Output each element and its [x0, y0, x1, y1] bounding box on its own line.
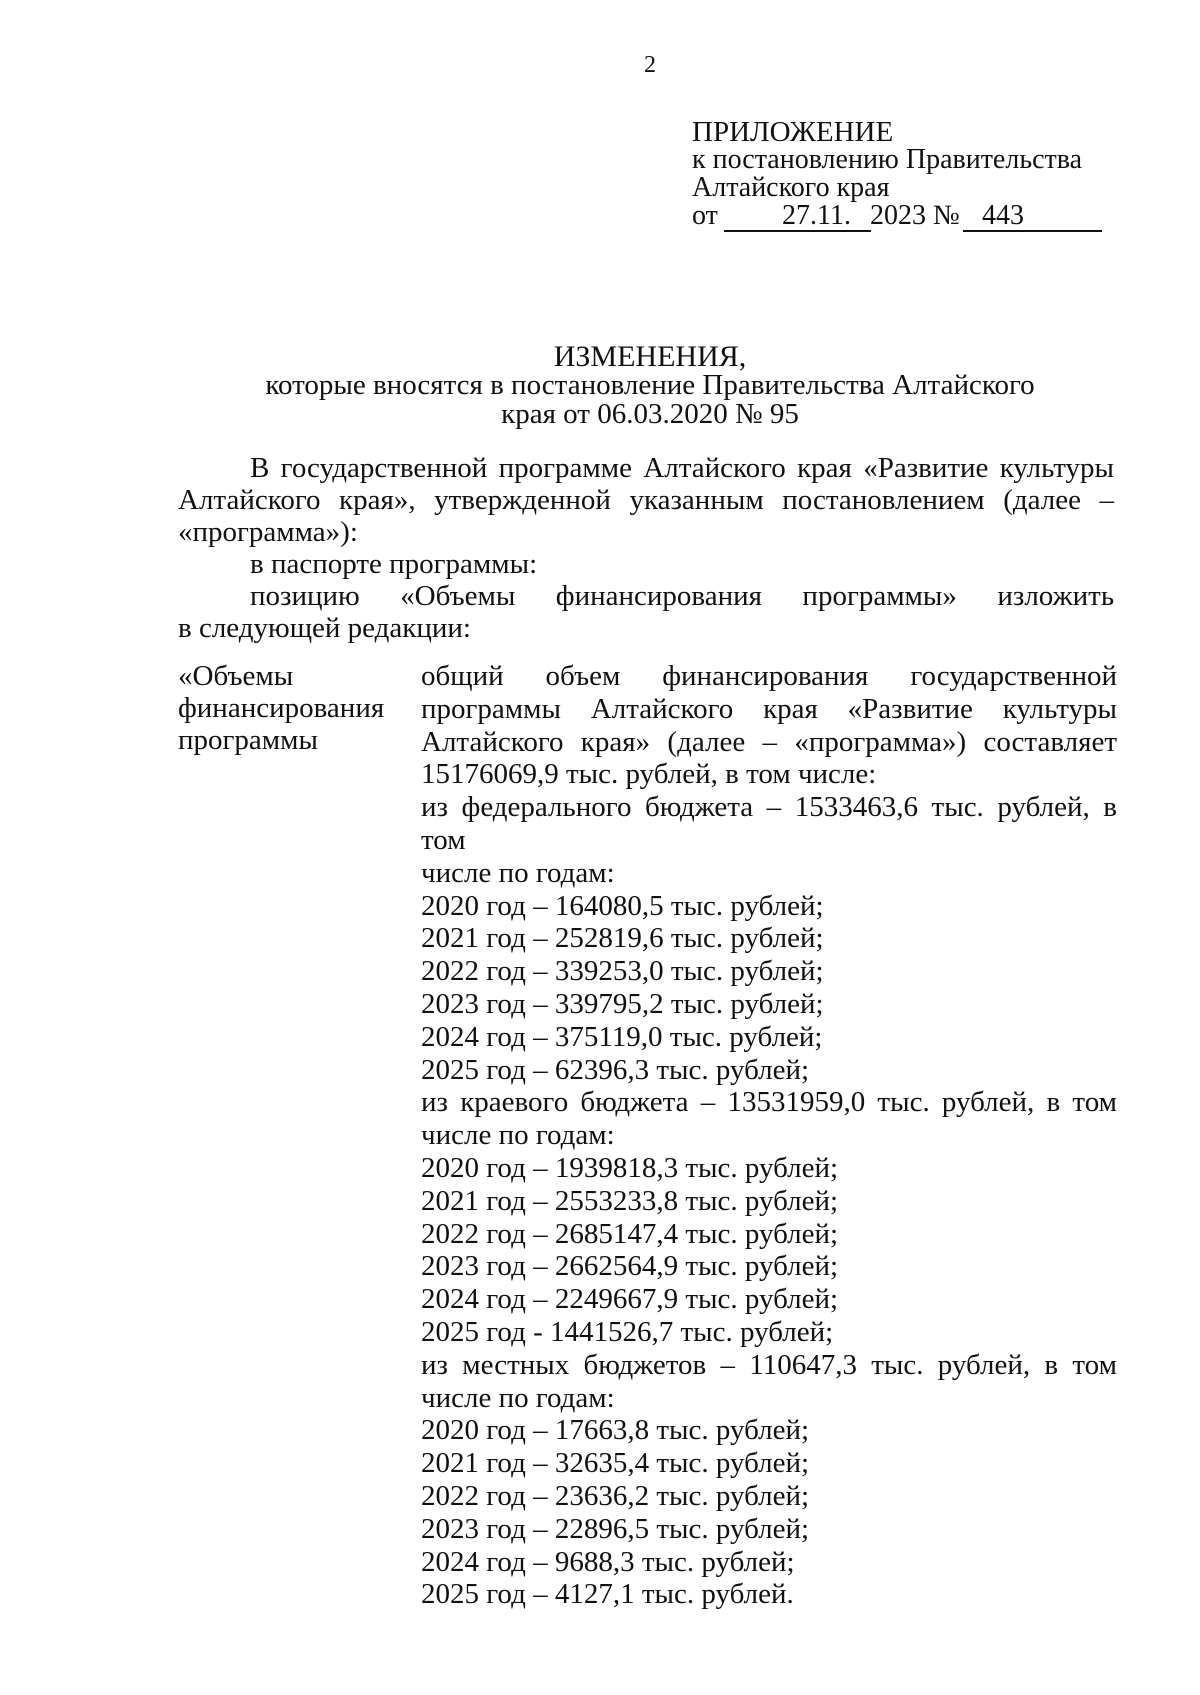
- decree-year-number-label: 2023 №: [870, 200, 960, 231]
- financing-line: из местных бюджетов – 110647,3 тыс. рублей, в том: [421, 1348, 1117, 1381]
- financing-line: 2022 год – 339253,0 тыс. рублей;: [421, 955, 824, 988]
- financing-line: 2022 год – 2685147,4 тыс. рублей;: [421, 1217, 839, 1250]
- intro-paragraph-3-end: в следующей редакции:: [178, 612, 471, 644]
- financing-line: общий объем финансирования государственной: [421, 660, 1117, 692]
- financing-line: из федерального бюджета – 1533463,6 тыс. рублей, в том: [421, 791, 1117, 856]
- label-line: программы: [178, 724, 318, 756]
- financing-line: 2022 год – 23636,2 тыс. рублей;: [421, 1479, 810, 1512]
- financing-label: [178, 660, 398, 756]
- financing-line: 2024 год – 375119,0 тыс. рублей;: [421, 1020, 823, 1053]
- financing-line: программы Алтайского края «Развитие культуры: [421, 692, 1117, 725]
- appendix-block: [692, 118, 1082, 234]
- appendix-title: ПРИЛОЖЕНИЕ: [692, 116, 894, 148]
- intro-paragraph-3: [178, 580, 1114, 612]
- document-heading: [180, 342, 1120, 429]
- financing-line: из краевого бюджета – 13531959,0 тыс. рублей, в том: [421, 1086, 1117, 1119]
- p3-word: программы»: [802, 580, 957, 612]
- financing-line: 2023 год – 22896,5 тыс. рублей;: [421, 1512, 810, 1545]
- appendix-line-1: к постановлению Правительства: [692, 144, 1083, 175]
- financing-line: 2021 год – 2553233,8 тыс. рублей;: [421, 1184, 839, 1217]
- financing-line: 2020 год – 17663,8 тыс. рублей;: [421, 1414, 810, 1447]
- financing-line: 2021 год – 252819,6 тыс. рублей;: [421, 922, 824, 955]
- financing-line: 2025 год - 1441526,7 тыс. рублей;: [421, 1315, 834, 1348]
- appendix-line-2: Алтайского края: [692, 172, 890, 203]
- financing-line: 2020 год – 164080,5 тыс. рублей;: [421, 889, 824, 922]
- financing-line: Алтайского края» (далее – «программа») составляет: [421, 725, 1117, 758]
- p3-word: финансирования: [555, 580, 762, 612]
- heading-title: ИЗМЕНЕНИЯ,: [553, 340, 747, 373]
- financing-line: числе по годам:: [421, 856, 615, 889]
- page-number: 2: [644, 52, 656, 78]
- label-line: «Объемы: [178, 660, 294, 692]
- financing-content: [421, 660, 1117, 1611]
- financing-line: 2021 год – 32635,4 тыс. рублей;: [421, 1447, 810, 1480]
- heading-line-1: которые вносятся в постановление Правительства Алтайского: [265, 369, 1035, 401]
- p3-word: изложить: [997, 580, 1115, 612]
- financing-line: 15176069,9 тыс. рублей, в том числе:: [421, 758, 877, 791]
- decree-number: 443: [982, 200, 1024, 231]
- intro-paragraph-2: в паспорте программы:: [250, 548, 538, 580]
- decree-date: 27.11.: [782, 200, 851, 231]
- financing-line: 2023 год – 2662564,9 тыс. рублей;: [421, 1250, 839, 1283]
- financing-line: числе по годам:: [421, 1119, 615, 1152]
- p3-word: позицию: [250, 580, 360, 612]
- intro-text: [178, 452, 1114, 644]
- intro-paragraph-1: В государственной программе Алтайского края «Развитие культуры Алтайского края», утвержденной указанным постановлением (далее – «программа»):: [178, 452, 1114, 548]
- heading-line-2: края от 06.03.2020 № 95: [501, 398, 799, 430]
- financing-line: 2025 год – 4127,1 тыс. рублей.: [421, 1578, 794, 1611]
- date-prefix: от: [692, 200, 718, 231]
- appendix-date-row: [692, 202, 1082, 234]
- financing-line: числе по годам:: [421, 1381, 615, 1414]
- financing-line: 2025 год – 62396,3 тыс. рублей;: [421, 1053, 810, 1086]
- label-line: финансирования: [178, 692, 385, 724]
- financing-line: 2023 год – 339795,2 тыс. рублей;: [421, 987, 824, 1020]
- financing-line: 2024 год – 9688,3 тыс. рублей;: [421, 1545, 795, 1578]
- p3-word: «Объемы: [400, 580, 516, 612]
- financing-line: 2024 год – 2249667,9 тыс. рублей;: [421, 1283, 839, 1316]
- financing-line: 2020 год – 1939818,3 тыс. рублей;: [421, 1151, 839, 1184]
